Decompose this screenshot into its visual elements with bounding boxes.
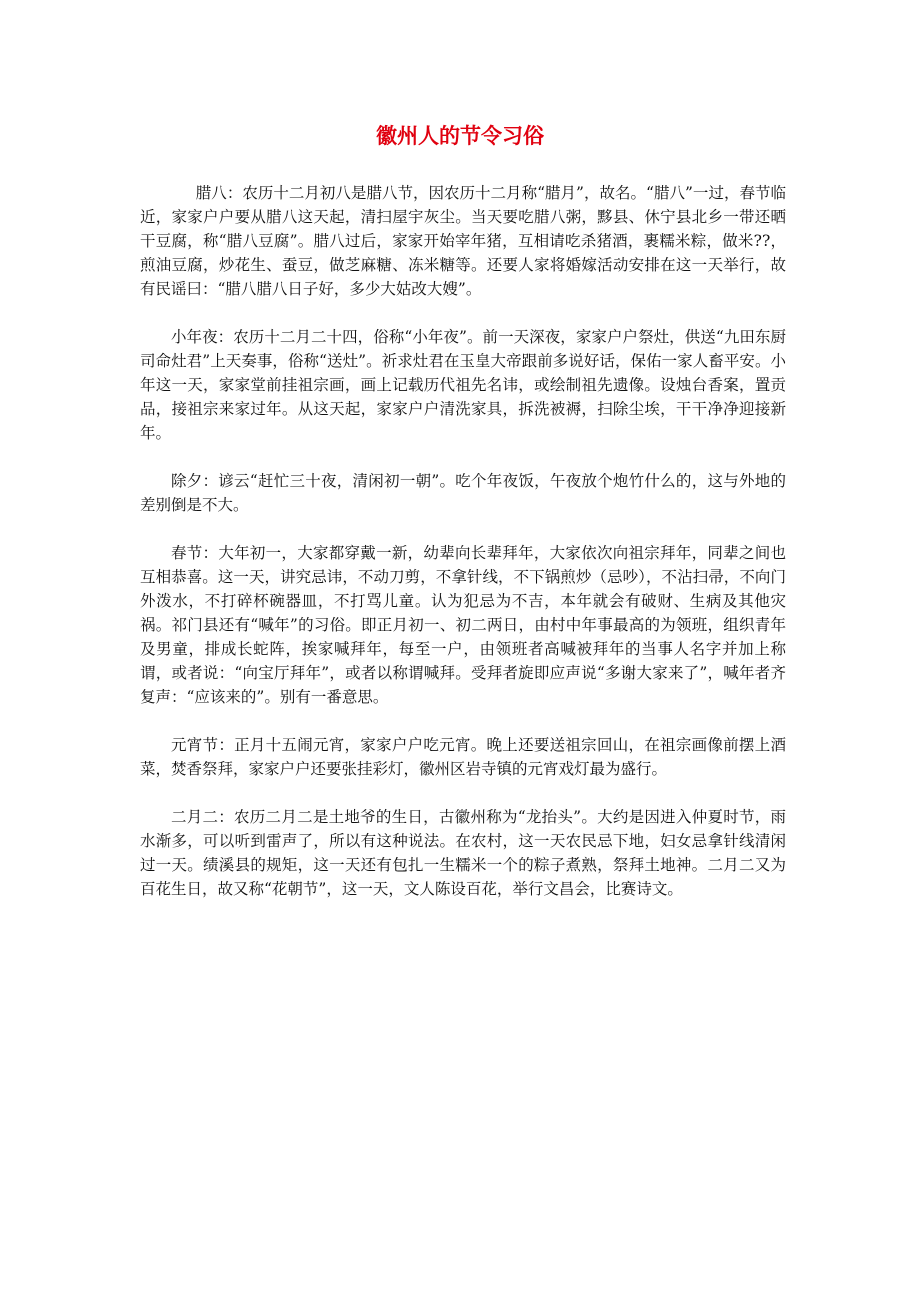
paragraph-chuxi: 除夕：谚云“赶忙三十夜，清闲初一朝”。吃个年夜饭，午夜放个炮竹什么的，这与外地的差别倒是不大。 (140, 472, 786, 514)
document-title: 徽州人的节令习俗 (376, 123, 544, 148)
document-body (140, 181, 786, 925)
paragraph-eryueer: 二月二：农历二月二是土地爷的生日，古徽州称为“龙抬头”。大约是因进入仲夏时节，雨水渐多，可以听到雷声了，所以有这种说法。在农村，这一天农民忌下地，妇女忌拿针线清闲过一天。绩溪县的规矩，这一天还有包扎一生糯米一个的粽子煮熟，祭拜土地神。二月二又为百花生日，故又称“花朝节”，这一天，文人陈设百花，举行文昌会，比赛诗文。 (140, 808, 786, 898)
paragraph-xiaonianye: 小年夜：农历十二月二十四，俗称“小年夜”。前一天深夜，家家户户祭灶，供送“九田东厨司命灶君”上天奏事，俗称“送灶”。祈求灶君在玉皇大帝跟前多说好话，保佑一家人畜平安。小年这一天，家家堂前挂祖宗画，画上记载历代祖先名讳，或绘制祖先遗像。设烛台香案，置贡品，接祖宗来家过年。从这天起，家家户户清洗家具，拆洗被褥，扫除尘埃，干干净净迎接新年。 (140, 328, 786, 442)
paragraph-yuanxiao: 元宵节：正月十五闹元宵，家家户户吃元宵。晚上还要送祖宗回山，在祖宗画像前摆上酒菜，焚香祭拜，家家户户还要张挂彩灯，徽州区岩寺镇的元宵戏灯最为盛行。 (140, 736, 786, 778)
paragraph-laba: 腊八：农历十二月初八是腊八节，因农历十二月称“腊月”，故名。“腊八”一过，春节临近，家家户户要从腊八这天起，清扫屋宇灰尘。当天要吃腊八粥，黟县、休宁县北乡一带还晒干豆腐，称“腊八豆腐”。腊八过后，家家开始宰年猪，互相请吃杀猪酒，裹糯米粽，做米??，煎油豆腐，炒花生、蚕豆，做芝麻糖、冻米糖等。还要人家将婚嫁活动安排在这一天举行，故有民谣曰：“腊八腊八日子好，多少大姑改大嫂”。 (140, 184, 786, 298)
paragraph-chunjie: 春节：大年初一，大家都穿戴一新，幼辈向长辈拜年，大家依次向祖宗拜年，同辈之间也互相恭喜。这一天，讲究忌讳，不动刀剪，不拿针线，不下锅煎炒（忌吵），不沾扫帚，不向门外泼水，不打碎杯碗器皿，不打骂儿童。认为犯忌为不吉，本年就会有破财、生病及其他灾祸。祁门县还有“喊年”的习俗。即正月初一、初二两日，由村中年事最高的为领班，组织青年及男童，排成长蛇阵，挨家喊拜年，每至一户，由领班者高喊被拜年的当事人名字并加上称谓，或者说：“向宝厅拜年”，或者以称谓喊拜。受拜者旋即应声说“多谢大家来了”，喊年者齐复声：“应该来的”。别有一番意思。 (140, 544, 786, 706)
